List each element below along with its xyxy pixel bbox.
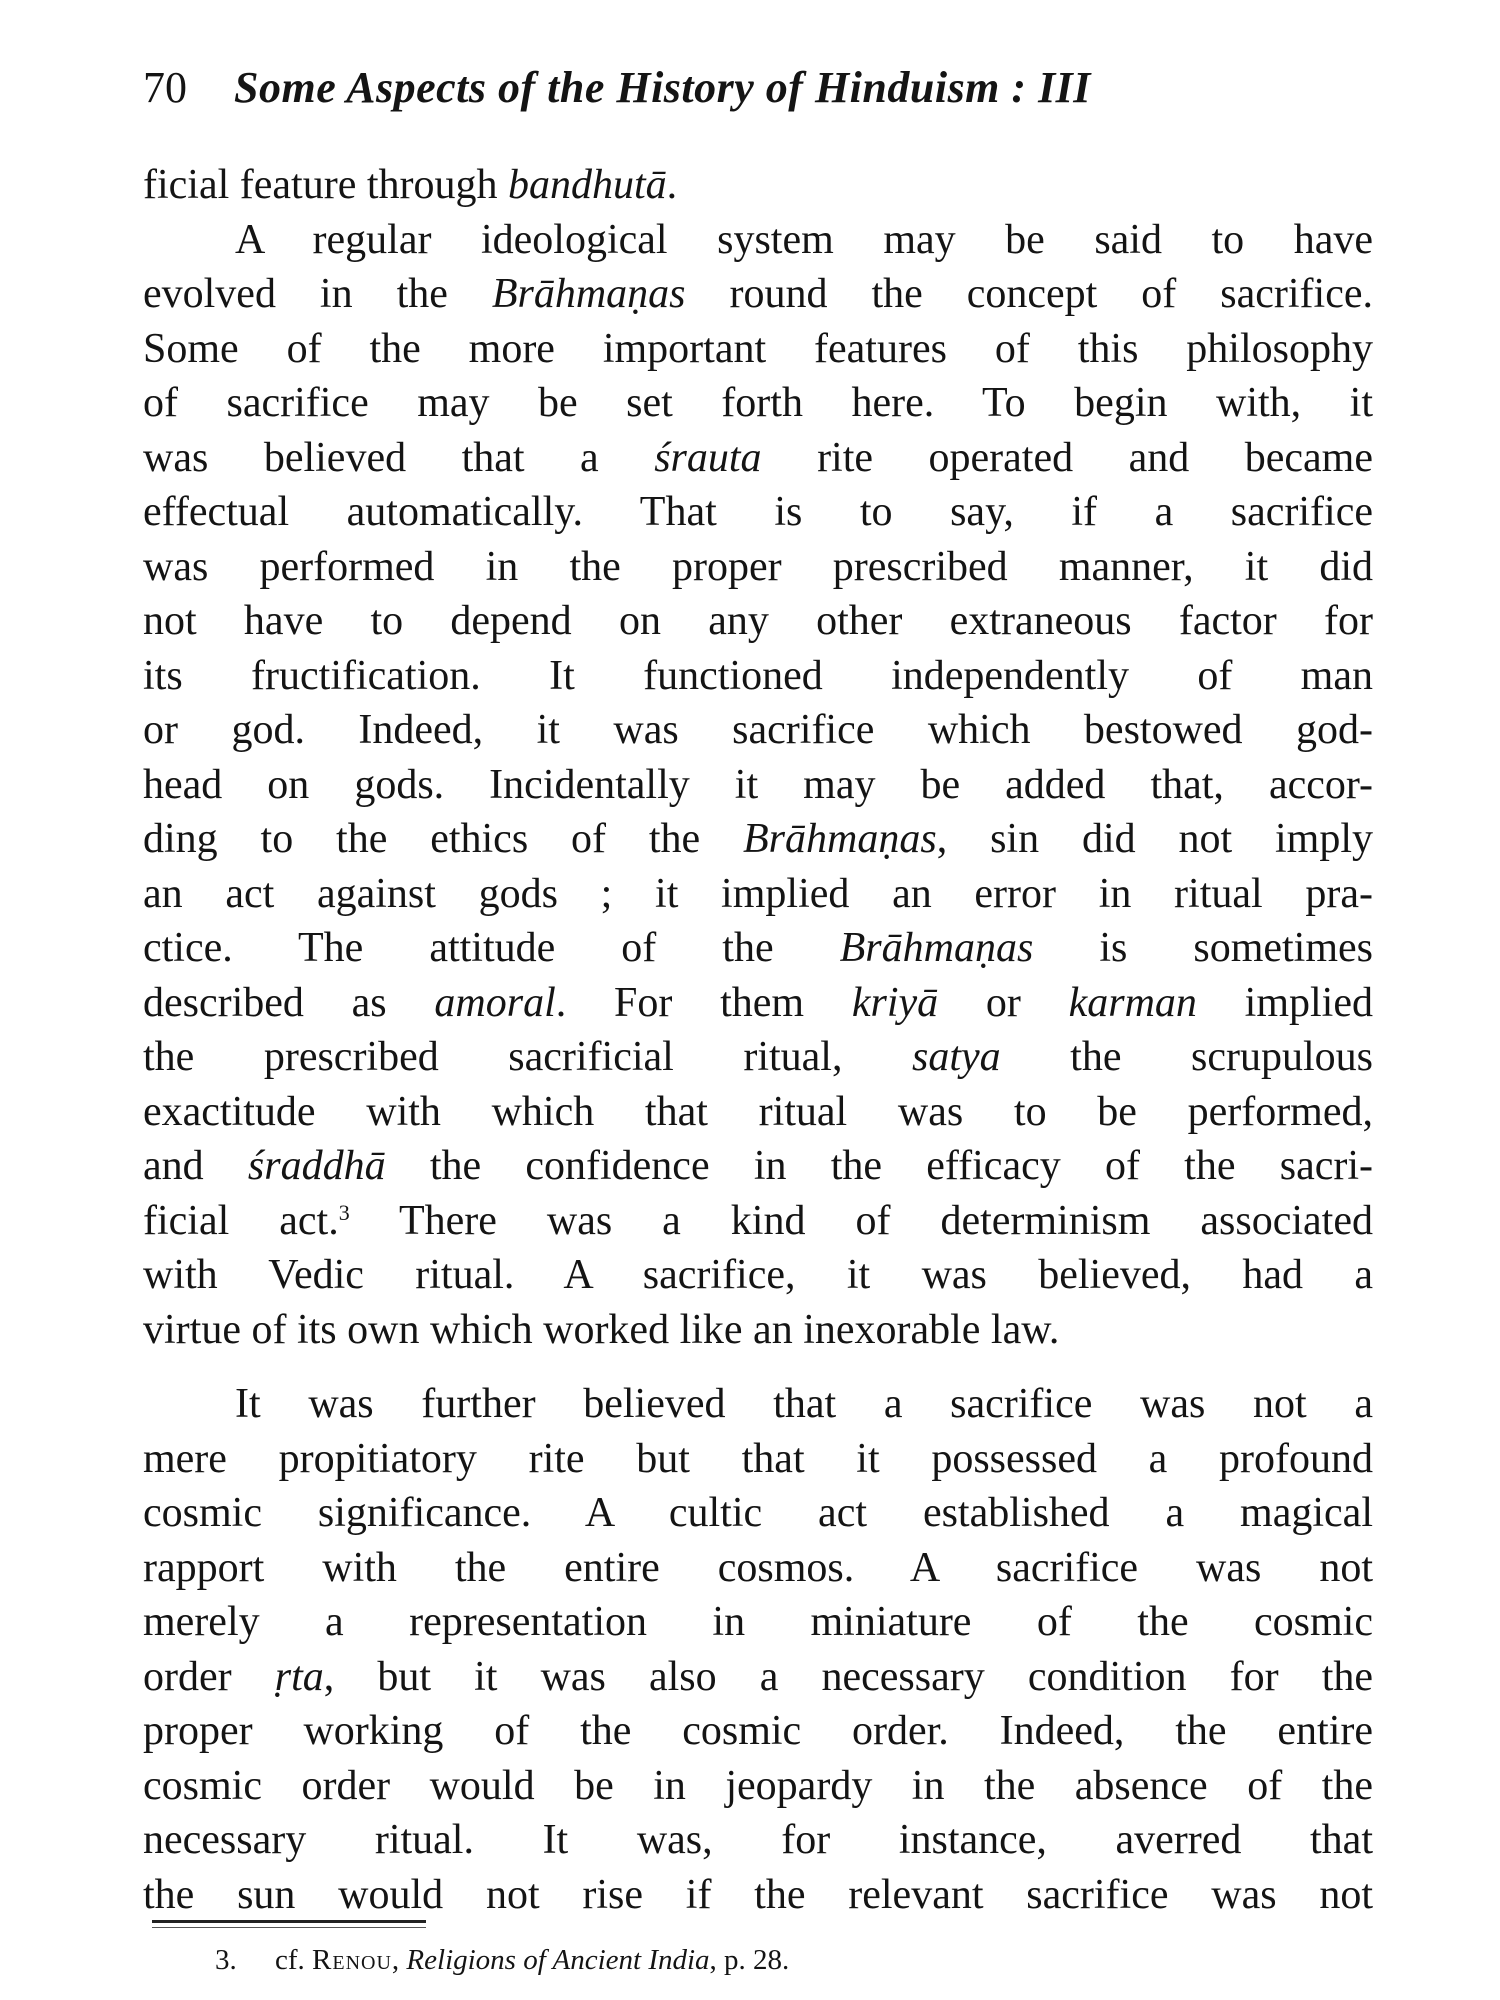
text-run: There was a kind of determinism associated (349, 1197, 1373, 1244)
text-run: round the concept of sacrifice. (685, 271, 1373, 317)
running-title: Some Aspects of the History of Hinduism : III (234, 63, 1091, 112)
text-line (143, 1813, 1373, 1868)
text-run: ding to the ethics of the (143, 816, 744, 862)
footnote (215, 1940, 1315, 1980)
italic-term: amoral (434, 979, 556, 1026)
text-run: . (666, 162, 678, 208)
text-run: with Vedic ritual. A sacrifice, it was believed, had a (143, 1252, 1373, 1298)
text-line (143, 267, 1373, 322)
text-run: rite operated and became (761, 434, 1373, 481)
text-run: of sacrifice may be set forth here. To begin with, it (143, 380, 1373, 426)
text-run: head on gods. Incidentally it may be added that, accor- (143, 761, 1373, 808)
footnote-number: 3. (215, 1944, 237, 1976)
text-run: merely a representation in miniature of the cosmic (143, 1599, 1373, 1645)
text-run: , sin did not imply (936, 816, 1373, 862)
text-run: an act against gods ; it implied an error in ritual pra- (143, 870, 1373, 917)
text-run: order (143, 1653, 275, 1700)
italic-term: Brāhmaṇas (743, 816, 937, 862)
text-run: cosmic order would be in jeopardy in the absence of the (143, 1762, 1373, 1809)
text-run: effectual automatically. That is to say, if a sacrifice (143, 489, 1373, 535)
text-run: proper working of the cosmic order. Indeed, the entire (143, 1708, 1373, 1754)
text-line (143, 812, 1373, 867)
italic-term: Brāhmaṇas (839, 925, 1034, 971)
text-run: was performed in the proper prescribed manner, it did (143, 543, 1373, 590)
text-run: its fructification. It functioned independently of man (143, 652, 1373, 699)
text-line (143, 322, 1373, 377)
italic-term: Brāhmaṇas (491, 271, 686, 317)
text-run: rapport with the entire cosmos. A sacrifice was not (143, 1544, 1373, 1591)
text-line (143, 1194, 1373, 1249)
page-number: 70 (143, 63, 187, 112)
text-run: implied (1196, 979, 1373, 1026)
text-line (143, 1030, 1373, 1085)
text-run: . For them (555, 979, 852, 1026)
text-line (143, 376, 1373, 431)
text-run: or god. Indeed, it was sacrifice which bestowed god- (143, 707, 1373, 753)
italic-term: śraddhā (247, 1143, 386, 1189)
text-run: Some of the more important features of this philosophy (143, 325, 1373, 372)
text-run: evolved in the (143, 271, 492, 317)
text-line (143, 485, 1373, 540)
text-line (143, 1759, 1373, 1814)
text-line (143, 1085, 1373, 1140)
text-line (143, 1541, 1373, 1596)
text-run: cosmic significance. A cultic act established a magical (143, 1490, 1373, 1536)
text-line (143, 976, 1373, 1031)
text-line (143, 431, 1373, 486)
text-run: ficial feature through (143, 162, 508, 208)
text-run: the prescribed sacrificial ritual, (143, 1034, 912, 1080)
text-run: ctice. The attitude of the (143, 925, 840, 971)
footnote-author: Renou (312, 1944, 392, 1976)
footnote-rule (152, 1920, 426, 1923)
footnote-title: Religions of Ancient India (406, 1944, 710, 1976)
text-line (143, 867, 1373, 922)
text-run: the sun would not rise if the relevant sacrifice was not (143, 1871, 1373, 1918)
text-line (143, 1377, 1373, 1432)
text-run: virtue of its own which worked like an inexorable law. (143, 1306, 1060, 1353)
italic-term: satya (912, 1034, 1001, 1080)
text-run: mere propitiatory rite but that it possessed a profound (143, 1435, 1373, 1482)
body-text (143, 158, 1373, 1922)
text-run: was believed that a (143, 434, 655, 481)
footnote-separator: , (391, 1944, 407, 1976)
footnote-reference: 3 (338, 1199, 350, 1225)
text-line (143, 540, 1373, 595)
text-line (143, 1248, 1373, 1303)
text-line (143, 1139, 1373, 1194)
paragraph-gap (143, 1357, 1373, 1377)
text-line (143, 921, 1373, 976)
italic-term: bandhutā (508, 162, 667, 208)
running-head (143, 58, 1373, 118)
text-run: and (143, 1143, 248, 1189)
footnote-rule-thin (152, 1927, 426, 1928)
text-run: the scrupulous (1000, 1034, 1373, 1080)
text-line (143, 594, 1373, 649)
text-line (143, 703, 1373, 758)
text-run: It was further believed that a sacrifice was not a (235, 1381, 1373, 1427)
text-line (143, 1868, 1373, 1923)
text-line (143, 1432, 1373, 1487)
italic-term: ṛta (274, 1653, 324, 1700)
text-run: exactitude with which that ritual was to be performed, (143, 1088, 1373, 1135)
text-line (143, 1704, 1373, 1759)
italic-term: śrauta (654, 434, 762, 481)
footnote-prefix: cf. (275, 1944, 313, 1976)
text-run: not have to depend on any other extraneous factor for (143, 598, 1373, 644)
text-line (143, 649, 1373, 704)
text-run: A regular ideological system may be said to have (235, 216, 1373, 263)
text-run: described as (143, 979, 435, 1026)
text-run: ficial act. (143, 1197, 339, 1244)
text-run: , but it was also a necessary condition for the (323, 1653, 1374, 1700)
footnote-suffix: , p. 28. (709, 1944, 790, 1976)
text-line (143, 158, 1373, 213)
text-run: the confidence in the efficacy of the sacri- (385, 1143, 1373, 1189)
italic-term: kriyā (851, 979, 939, 1026)
text-line (143, 1303, 1373, 1358)
text-line (143, 1595, 1373, 1650)
text-line (143, 1650, 1373, 1705)
text-run: or (938, 979, 1069, 1026)
text-line (143, 213, 1373, 268)
text-run: necessary ritual. It was, for instance, averred that (143, 1817, 1373, 1863)
text-line (143, 758, 1373, 813)
italic-term: karman (1068, 979, 1197, 1026)
text-line (143, 1486, 1373, 1541)
text-run: is sometimes (1033, 925, 1373, 971)
